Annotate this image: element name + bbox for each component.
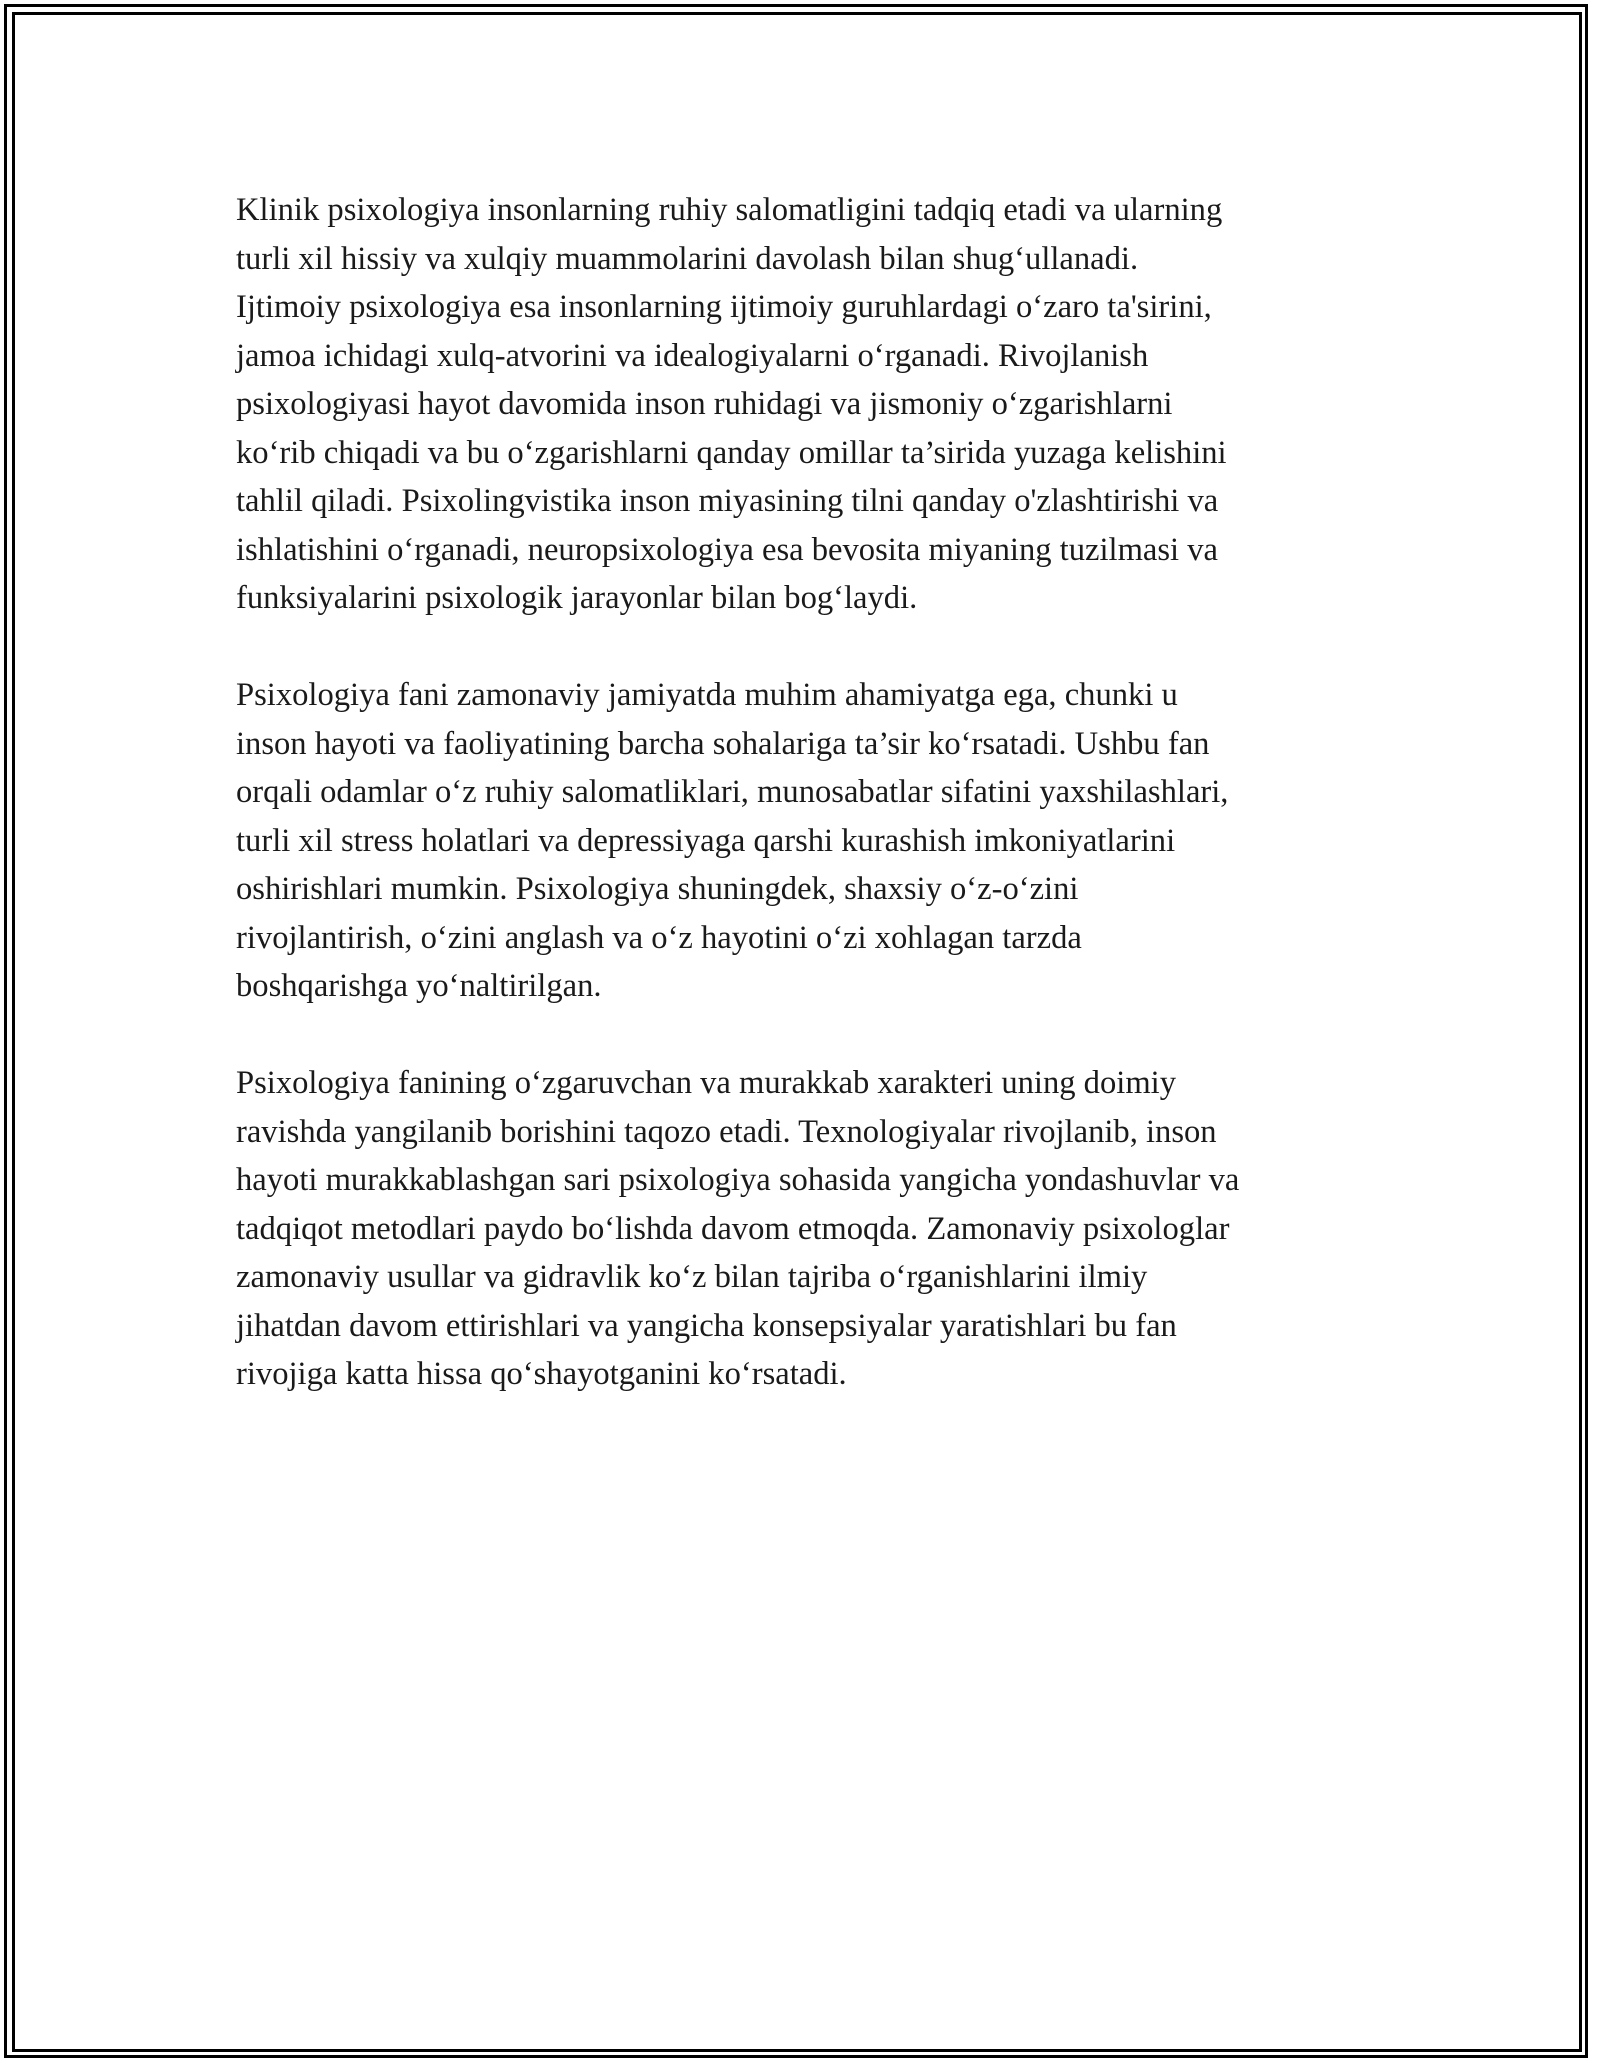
paragraph-2 [236, 671, 1376, 1011]
text-line: Psixologiya fanining o‘zgaruvchan va murakkab xarakteri uning doimiy [236, 1065, 1176, 1101]
text-line: Psixologiya fani zamonaviy jamiyatda muhim ahamiyatga ega, chunki u [236, 677, 1178, 713]
text-line: Ijtimoiy psixologiya esa insonlarning ijtimoiy guruhlardagi o‘zaro ta'sirini, [236, 289, 1212, 325]
text-line: boshqarishga yo‘naltirilgan. [236, 968, 602, 1004]
text-line: rivojiga katta hissa qo‘shayotganini ko‘rsatadi. [236, 1356, 847, 1392]
text-line: psixologiyasi hayot davomida inson ruhidagi va jismoniy o‘zgarishlarni [236, 386, 1173, 422]
text-line: oshirishlari mumkin. Psixologiya shuningdek, shaxsiy o‘z-o‘zini [236, 871, 1079, 907]
text-line: turli xil stress holatlari va depressiyaga qarshi kurashish imkoniyatlarini [236, 822, 1176, 859]
text-line: rivojlantirish, o‘zini anglash va o‘z hayotini o‘zi xohlagan tarzda [236, 919, 1082, 956]
text-line: zamonaviy usullar va gidravlik ko‘z bilan tajriba o‘rganishlarini ilmiy [236, 1259, 1148, 1295]
text-line: ko‘rib chiqadi va bu o‘zgarishlarni qanday omillar ta’sirida yuzaga kelishini [236, 434, 1227, 471]
text-line: funksiyalarini psixologik jarayonlar bilan bog‘laydi. [236, 580, 918, 616]
text-line: ravishda yangilanib borishini taqozo etadi. Texnologiyalar rivojlanib, inson [236, 1113, 1217, 1150]
text-line: ishlatishini o‘rganadi, neuropsixologiya esa bevosita miyaning tuzilmasi va [236, 531, 1218, 568]
text-line: hayoti murakkablashgan sari psixologiya sohasida yangicha yondashuvlar va [236, 1162, 1240, 1198]
document-body [236, 186, 1376, 1447]
text-line: tadqiqot metodlari paydo bo‘lishda davom etmoqda. Zamonaviy psixologlar [236, 1210, 1230, 1247]
paragraph-1 [236, 186, 1376, 623]
paragraph-3 [236, 1059, 1376, 1399]
text-line: jamoa ichidagi xulq-atvorini va idealogiyalarni o‘rganadi. Rivojlanish [236, 337, 1149, 374]
text-line: tahlil qiladi. Psixolingvistika inson miyasining tilni qanday o'zlashtirishi va [236, 483, 1219, 519]
text-line: orqali odamlar o‘z ruhiy salomatliklari, munosabatlar sifatini yaxshilashlari, [236, 774, 1229, 810]
text-line: jihatdan davom ettirishlari va yangicha konsepsiyalar yaratishlari bu fan [236, 1307, 1177, 1344]
text-line: turli xil hissiy va xulqiy muammolarini davolash bilan shug‘ullanadi. [236, 240, 1139, 277]
text-line: Klinik psixologiya insonlarning ruhiy salomatligini tadqiq etadi va ularning [236, 192, 1223, 228]
text-line: inson hayoti va faoliyatining barcha sohalariga ta’sir ko‘rsatadi. Ushbu fan [236, 725, 1210, 762]
